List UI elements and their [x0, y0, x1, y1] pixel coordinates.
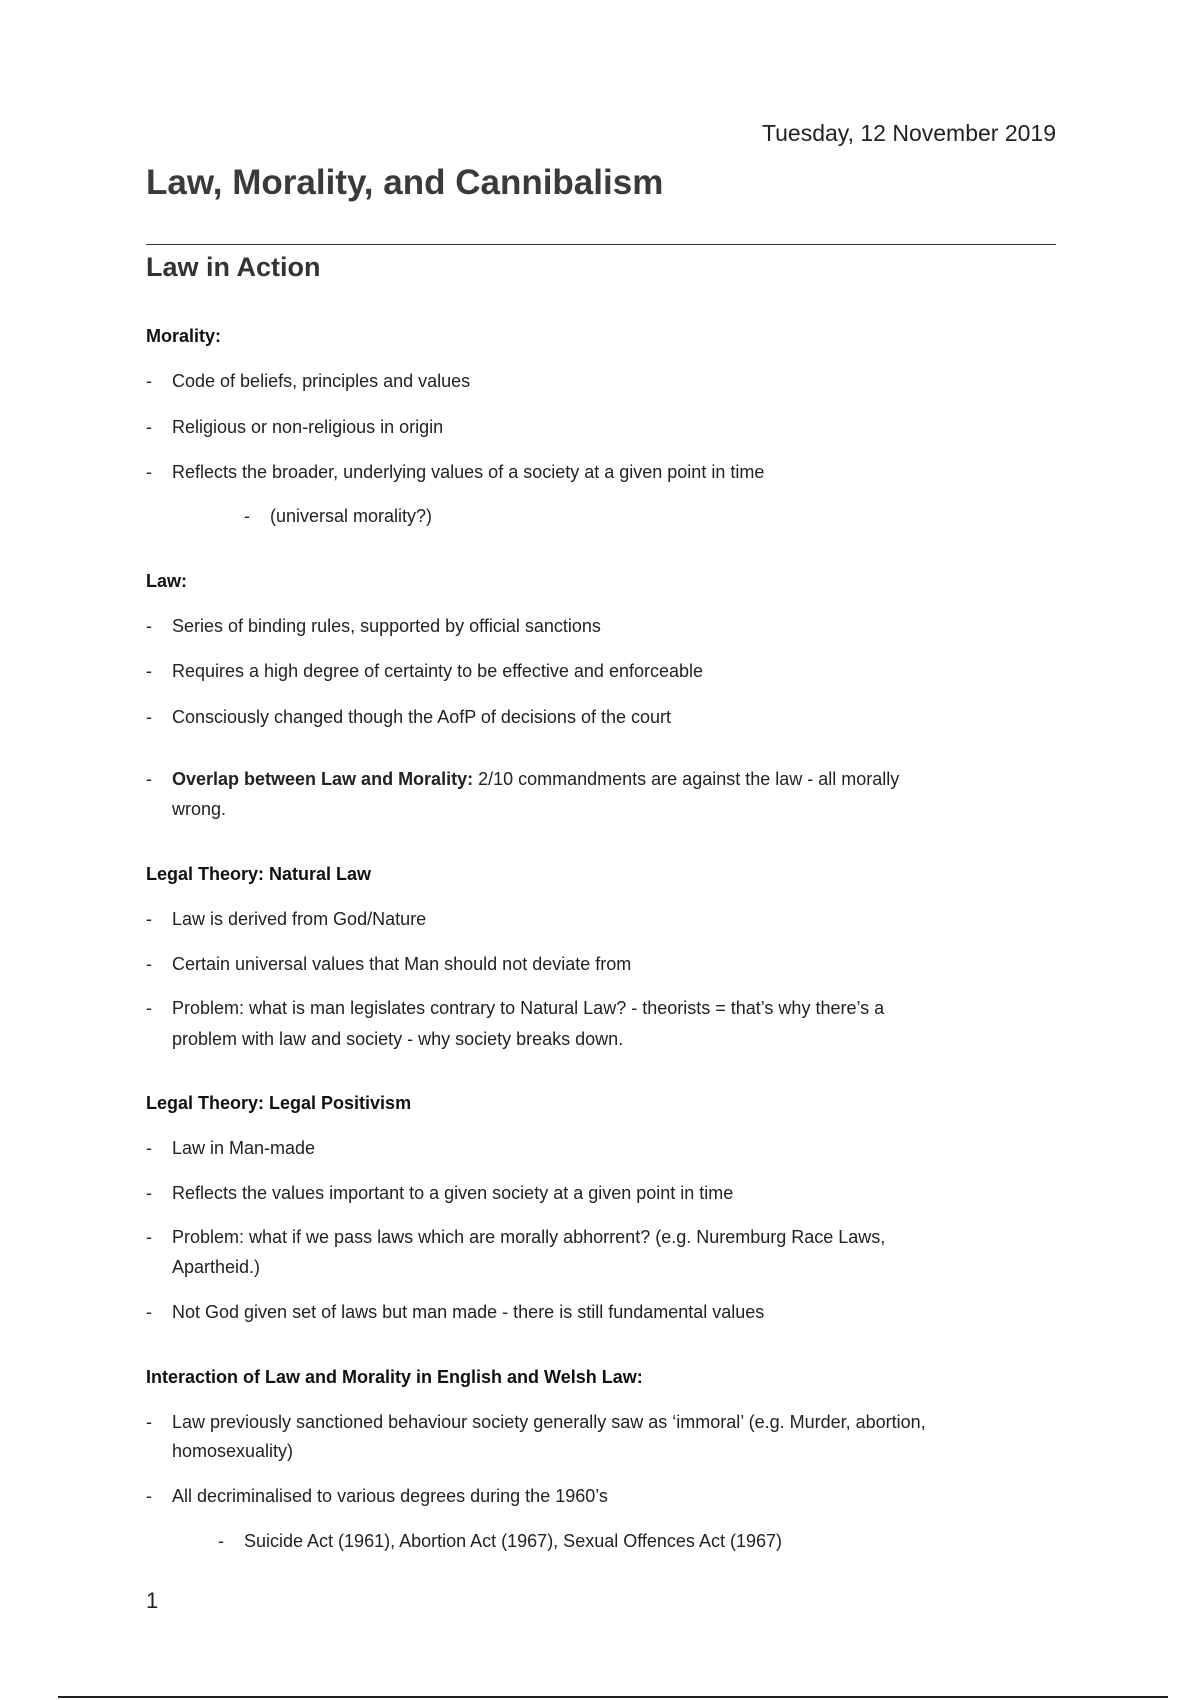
document-page: Tuesday, 12 November 2019 Law, Morality, and Cannibalism Law in Action Morality: - Code of beliefs, principles and values - Religious or non-religious in origin - Reflects the broader, underlying values of a society at a given point in time - (universal morality?) Law: - Series of binding rules, supported by official sanctions - Requires a high degree of certainty to be effective and enforceable - Consciously changed though the AofP of decisions of the court - Overlap between Law and Morality: 2/10 commandments are against the law - all morally wrong. Legal Theory: Natural Law - Law is derived from God/Nature - Certain universal values that Man should not deviate from - Problem: what is man legislates contrary to Natural Law? - theorists = that’s why there’s a problem with law and society - why society breaks down. Legal Theory: Legal Positivism - Law in Man-made - Reflects the values important to a given society at a given point in time - Problem: what if we pass laws which are morally abhorrent? (e.g. Nuremburg Race Laws, Apartheid.) - Not God given set of laws but man made - there is still fundamental values Interaction of Law and Morality in English and Welsh Law: - Law previously sanctioned behaviour society generally saw as ‘immoral’ (e.g. Murder, abortion, homosexuality) - All decriminalised to various degrees during the 1960’s - Suicide Act (1961), Abortion Act (1967), Sexual Offences Act (1967) 1 — [0, 0, 1200, 1700]
section-heading-morality: Morality: — [146, 326, 222, 346]
section-heading-natural-law: Legal Theory: Natural Law — [146, 864, 372, 884]
page-bottom-divider — [58, 1696, 1168, 1698]
document-title: Law, Morality, and Cannibalism — [146, 163, 664, 202]
document-subtitle: Law in Action — [146, 252, 321, 282]
section-heading-law: Law: — [146, 571, 188, 591]
title-divider — [146, 244, 1056, 245]
page-number: 1 — [146, 1588, 159, 1613]
overlap-label: Overlap between Law and Morality: — [172, 769, 474, 789]
document-date: Tuesday, 12 November 2019 — [761, 120, 1056, 146]
section-heading-interaction: Interaction of Law and Morality in English and Welsh Law: — [146, 1367, 643, 1387]
section-heading-legal-positivism: Legal Theory: Legal Positivism — [146, 1093, 412, 1113]
